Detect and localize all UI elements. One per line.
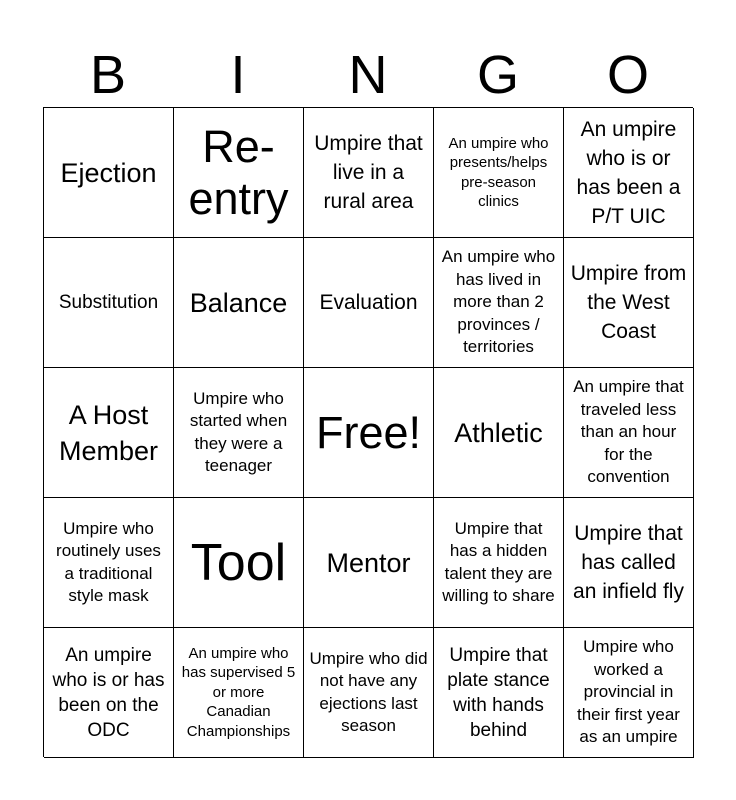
bingo-cell-r5c1[interactable] [44,628,174,758]
cell-text: Umpire who started when they were a teenager [189,388,288,475]
cell-text: An umpire who is or has been a P/T UIC [576,117,681,228]
header-letter-n: N [348,45,388,105]
bingo-cell-r5c5[interactable] [564,628,694,758]
bingo-cell-r2c1[interactable] [44,238,174,368]
cell-text: Substitution [58,292,159,313]
cell-text: An umpire who presents/helps pre-season clinics [448,134,549,210]
cell-text: Umpire that plate stance with hands behind [447,644,550,741]
cell-text: Athletic [454,417,543,448]
cell-text: Tool [190,533,287,592]
bingo-cell-r4c1[interactable] [44,498,174,628]
cell-text: Umpire that has called an infield fly [573,522,684,603]
bingo-cell-r2c4[interactable] [434,238,564,368]
bingo-cell-r1c4[interactable] [434,108,564,238]
bingo-cell-r3c2[interactable] [174,368,304,498]
cell-text: Umpire that live in a rural area [314,132,423,213]
bingo-cell-free[interactable] [304,368,434,498]
bingo-cell-r1c2[interactable] [174,108,304,238]
bingo-board [43,107,693,757]
bingo-cell-r2c2[interactable] [174,238,304,368]
bingo-cell-r5c2[interactable] [174,628,304,758]
free-space-text: Free! [315,406,422,458]
cell-text: Umpire that has a hidden talent they are willing to share [442,518,555,605]
bingo-cell-r3c1[interactable] [44,368,174,498]
cell-text: Umpire who worked a provincial in their first year as an umpire [577,637,680,747]
header-letter-o: O [606,45,649,105]
cell-text: Umpire who did not have any ejections last season [309,648,428,735]
header-letter-i: I [230,45,246,105]
header-letter-b: B [89,45,127,105]
cell-text: Umpire from the West Coast [570,262,687,343]
bingo-cell-r5c4[interactable] [434,628,564,758]
header-letter-g: G [476,45,519,105]
bingo-cell-r2c5[interactable] [564,238,694,368]
bingo-cell-r4c4[interactable] [434,498,564,628]
bingo-cell-r1c5[interactable] [564,108,694,238]
cell-text: Re-entry [188,120,289,224]
cell-text: Mentor [326,547,411,578]
bingo-cell-r2c3[interactable] [304,238,434,368]
bingo-cell-r1c3[interactable] [304,108,434,238]
cell-text: Evaluation [319,291,418,314]
bingo-cell-r3c4[interactable] [434,368,564,498]
bingo-cell-r1c1[interactable] [44,108,174,238]
bingo-cell-r4c3[interactable] [304,498,434,628]
bingo-cell-r5c3[interactable] [304,628,434,758]
bingo-cell-r4c2[interactable] [174,498,304,628]
cell-text: Ejection [60,157,157,188]
cell-text: A Host Member [58,399,159,466]
cell-text: An umpire who has supervised 5 or more Canadian Championships [181,644,296,740]
cell-text: Umpire who routinely uses a traditional style mask [56,518,161,605]
bingo-cell-r3c5[interactable] [564,368,694,498]
bingo-header [43,44,693,106]
cell-text: An umpire who is or has been on the ODC [52,644,165,741]
cell-text: An umpire that traveled less than an hour for the convention [573,377,684,487]
cell-text: An umpire who has lived in more than 2 provinces / territories [441,247,556,357]
bingo-cell-r4c5[interactable] [564,498,694,628]
cell-text: Balance [189,287,288,318]
